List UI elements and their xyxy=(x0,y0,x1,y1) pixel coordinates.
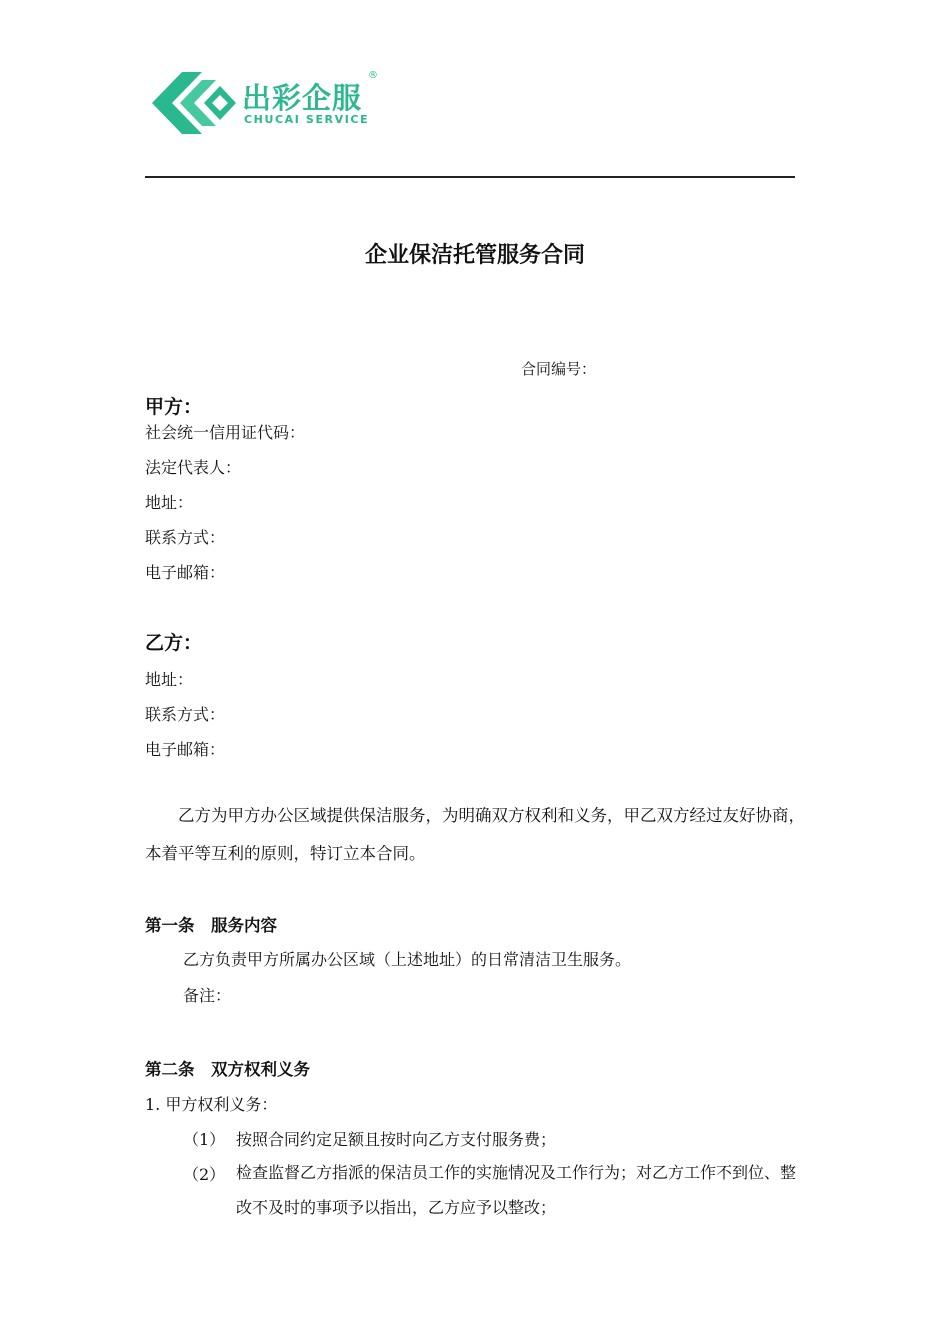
contract-number-label: 合同编号： xyxy=(521,360,597,378)
party-b-email: 电子邮箱： xyxy=(145,740,226,759)
party-b-contact: 联系方式： xyxy=(145,705,226,724)
intro-paragraph: 乙方为甲方办公区域提供保洁服务，为明确双方权利和义务，甲乙双方经过友好协商，本着平等互利的原则，特订立本合同。 xyxy=(145,806,805,863)
party-a-address: 地址： xyxy=(145,493,194,512)
item-1-text: 按照合同约定足额且按时向乙方支付服务费； xyxy=(236,1130,557,1149)
article-2-heading: 第二条 双方权利义务 xyxy=(145,1060,310,1079)
logo-registered-mark: ® xyxy=(368,70,378,81)
item-2-label: （2） xyxy=(183,1165,226,1184)
document-title: 企业保洁托管服务合同 xyxy=(364,242,585,268)
article-1-remark: 备注： xyxy=(183,986,232,1005)
party-a-email: 电子邮箱： xyxy=(145,563,226,582)
party-a-legal-rep: 法定代表人： xyxy=(145,458,242,477)
logo-name-en: CHUCAI SERVICE xyxy=(244,113,370,126)
party-b-address: 地址： xyxy=(145,670,194,689)
company-logo xyxy=(150,70,390,136)
article-1-heading: 第一条 服务内容 xyxy=(145,916,277,935)
item-1-label: （1） xyxy=(183,1130,226,1149)
item-2-text: 检查监督乙方指派的保洁员工作的实施情况及工作行为；对乙方工作不到位、整改不及时的事项予以指出，乙方应予以整改； xyxy=(236,1163,797,1217)
logo-name-cn: 出彩企服 xyxy=(242,81,363,115)
party-a-heading: 甲方： xyxy=(145,396,203,418)
party-b-heading: 乙方： xyxy=(145,632,203,654)
header-divider xyxy=(145,176,795,178)
article-2-sub-heading: 1. 甲方权利义务： xyxy=(145,1095,278,1114)
party-a-contact: 联系方式： xyxy=(145,528,226,547)
article-1-content: 乙方负责甲方所属办公区域（上述地址）的日常清洁卫生服务。 xyxy=(183,950,632,969)
party-a-credit-code: 社会统一信用证代码： xyxy=(145,423,306,442)
logo-mark-icon xyxy=(150,70,240,136)
